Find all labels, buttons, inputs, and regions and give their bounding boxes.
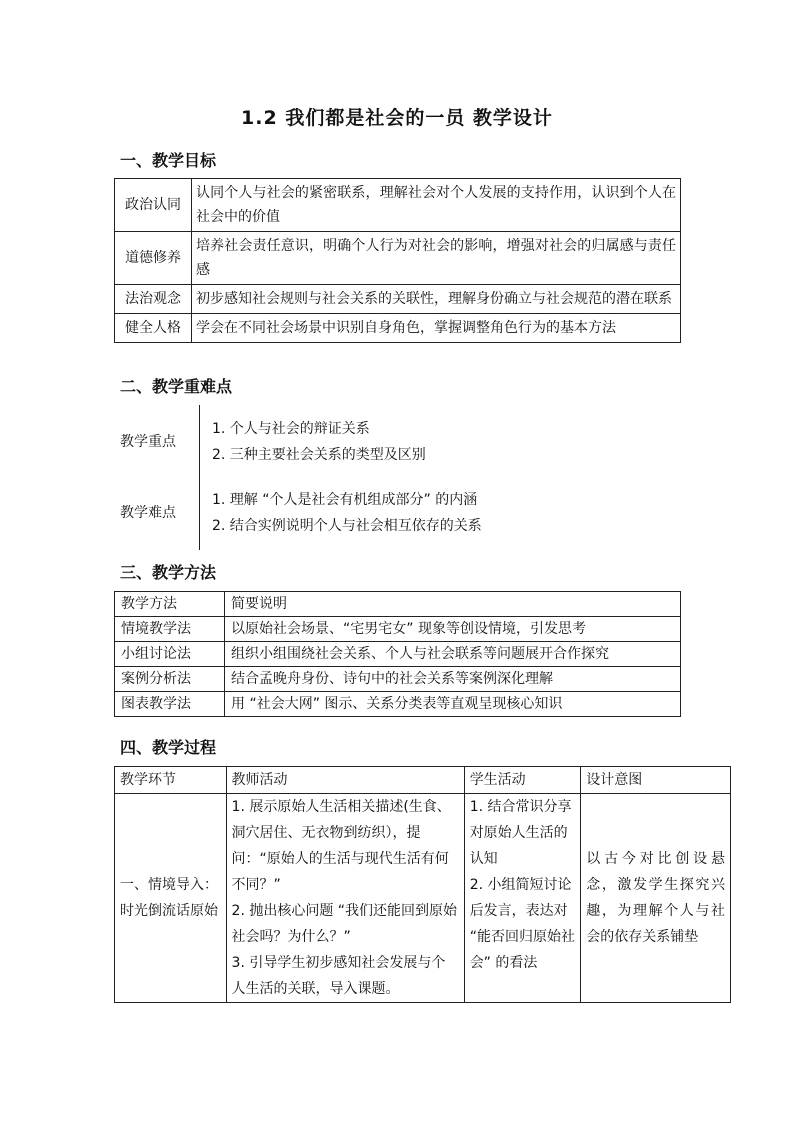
divider — [199, 405, 200, 550]
table-row — [115, 232, 681, 285]
goals-table — [114, 178, 681, 343]
teacher-activity: 1. 展示原始人生活相关描述(生食、洞穴居住、无衣物到纺织），提问：“原始人的生活与现代生活有何不同？” 2. 抛出核心问题 “我们还能回到原始社会吗？为什么？” 3. 引导学生初步感知社会发展与个人生活的关联，导入课题。 — [226, 794, 464, 1003]
goal-value: 认同个人与社会的紧密联系，理解社会对个人发展的支持作用，认识到个人在社会中的价值 — [192, 179, 681, 232]
table-row — [115, 314, 681, 343]
student-activity: 1. 结合常识分享对原始人生活的认知 2. 小组简短讨论后发言，表达对 “能否回归原始社会” 的看法 — [464, 794, 581, 1003]
section-heading-goals: 一、教学目标 — [120, 151, 217, 170]
table-row — [115, 642, 681, 667]
goal-key: 健全人格 — [115, 314, 192, 343]
process-stage: 一、情境导入：时光倒流话原始 — [115, 794, 227, 1003]
table-row — [115, 179, 681, 232]
difficult-point-item: 2. 结合实例说明个人与社会相互依存的关系 — [212, 518, 482, 534]
section-heading-process: 四、教学过程 — [120, 738, 217, 757]
goal-value: 学会在不同社会场景中识别自身角色，掌握调整角色行为的基本方法 — [192, 314, 681, 343]
difficult-points-label: 教学难点 — [120, 505, 176, 521]
method-name: 情境教学法 — [115, 617, 225, 642]
goal-key: 道德修养 — [115, 232, 192, 285]
section-heading-methods: 三、教学方法 — [120, 563, 217, 582]
method-desc: 用 “社会大网” 图示、关系分类表等直观呈现核心知识 — [225, 692, 681, 717]
table-row — [115, 667, 681, 692]
column-header: 教学环节 — [115, 767, 227, 794]
key-points-label: 教学重点 — [120, 434, 176, 450]
column-header: 简要说明 — [225, 592, 681, 617]
methods-table — [114, 591, 681, 717]
column-header: 学生活动 — [464, 767, 581, 794]
goal-value: 初步感知社会规则与社会关系的关联性，理解身份确立与社会规范的潜在联系 — [192, 285, 681, 314]
section-heading-key-points: 二、教学重难点 — [120, 377, 233, 396]
goal-value: 培养社会责任意识，明确个人行为对社会的影响，增强对社会的归属感与责任感 — [192, 232, 681, 285]
column-header: 设计意图 — [581, 767, 731, 794]
method-desc: 组织小组围绕社会关系、个人与社会联系等问题展开合作探究 — [225, 642, 681, 667]
table-row — [115, 617, 681, 642]
process-table — [114, 766, 731, 1003]
method-desc: 结合孟晚舟身份、诗句中的社会关系等案例深化理解 — [225, 667, 681, 692]
page-title: 1.2 我们都是社会的一员 教学设计 — [241, 107, 553, 129]
goal-key: 政治认同 — [115, 179, 192, 232]
design-intent: 以古今对比创设悬念，激发学生探究兴趣，为理解个人与社会的依存关系铺垫 — [581, 794, 731, 1003]
column-header: 教学方法 — [115, 592, 225, 617]
table-header-row — [115, 592, 681, 617]
table-row — [115, 285, 681, 314]
method-name: 小组讨论法 — [115, 642, 225, 667]
method-name: 图表教学法 — [115, 692, 225, 717]
table-row — [115, 794, 731, 1003]
key-point-item: 2. 三种主要社会关系的类型及区别 — [212, 447, 426, 463]
key-point-item: 1. 个人与社会的辩证关系 — [212, 421, 370, 437]
column-header: 教师活动 — [226, 767, 464, 794]
difficult-point-item: 1. 理解 “个人是社会有机组成部分” 的内涵 — [212, 492, 478, 508]
table-row — [115, 692, 681, 717]
method-name: 案例分析法 — [115, 667, 225, 692]
table-header-row — [115, 767, 731, 794]
key-difficult-block — [120, 405, 680, 550]
goal-key: 法治观念 — [115, 285, 192, 314]
method-desc: 以原始社会场景、“宅男宅女” 现象等创设情境，引发思考 — [225, 617, 681, 642]
